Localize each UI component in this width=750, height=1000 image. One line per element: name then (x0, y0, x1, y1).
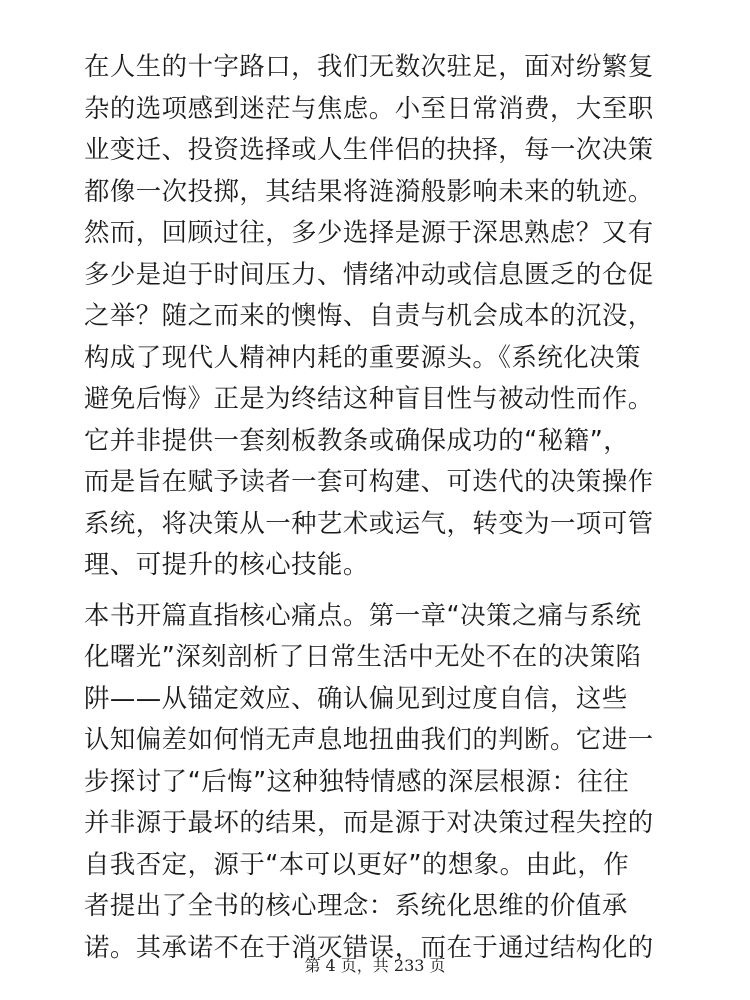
text-line: 者提出了全书的核心理念：系统化思维的价值承 (84, 890, 628, 920)
text-line: 自我否定，源于“本可以更好”的想象。由此，作 (84, 848, 630, 879)
text-line: 构成了现代人精神内耗的重要源头。《系统化决策 (84, 341, 641, 372)
text-line: 阱——从锚定效应、确认偏见到过度自信，这些 (84, 682, 628, 713)
text-line: 业变迁、投资选择或人生伴侣的抉择，每一次决策 (84, 134, 654, 164)
paragraph-1 (84, 46, 674, 586)
text-line: 步探讨了“后悔”这种独特情感的深层根源：往往 (84, 765, 630, 796)
text-line: 都像一次投掷，其结果将涟漪般影响未来的轨迹。 (84, 175, 654, 206)
text-line: 化曙光”深刻剖析了日常生活中无处不在的决策陷 (84, 641, 642, 671)
text-line: 本书开篇直指核心痛点。第一章“决策之痛与系统 (84, 599, 642, 630)
text-line: 认知偏差如何悄无声息地扭曲我们的判断。它进一 (84, 724, 654, 754)
text-line: 杂的选项感到迷茫与焦虑。小至日常消费，大至职 (84, 92, 654, 123)
body-text (84, 46, 674, 968)
text-line: 并非源于最坏的结果，而是源于对决策过程失控的 (84, 807, 654, 837)
text-line: 之举？随之而来的懊悔、自责与机会成本的沉没， (84, 300, 654, 330)
text-line: 诺。其承诺不在于消灭错误，而在于通过结构化的 (84, 931, 654, 962)
text-line: 系统，将决策从一种艺术或运气，转变为一项可管 (84, 507, 654, 538)
text-line: 它并非提供一套刻板教条或确保成功的“秘籍”， (84, 424, 630, 455)
text-line: 然而，回顾过往，多少选择是源于深思熟虑？又有 (84, 217, 654, 247)
text-line: 而是旨在赋予读者一套可构建、可迭代的决策操作 (84, 466, 654, 496)
text-line: 避免后悔》正是为终结这种盲目性与被动性而作。 (84, 383, 654, 413)
text-line: 在人生的十字路口，我们无数次驻足，面对纷繁复 (84, 51, 654, 81)
text-line: 多少是迫于时间压力、情绪冲动或信息匮乏的仓促 (84, 258, 654, 289)
paragraph-2 (84, 595, 674, 969)
page-footer: 第 4 页，共 233 页 (304, 956, 446, 975)
text-line: 理、可提升的核心技能。 (84, 549, 369, 579)
